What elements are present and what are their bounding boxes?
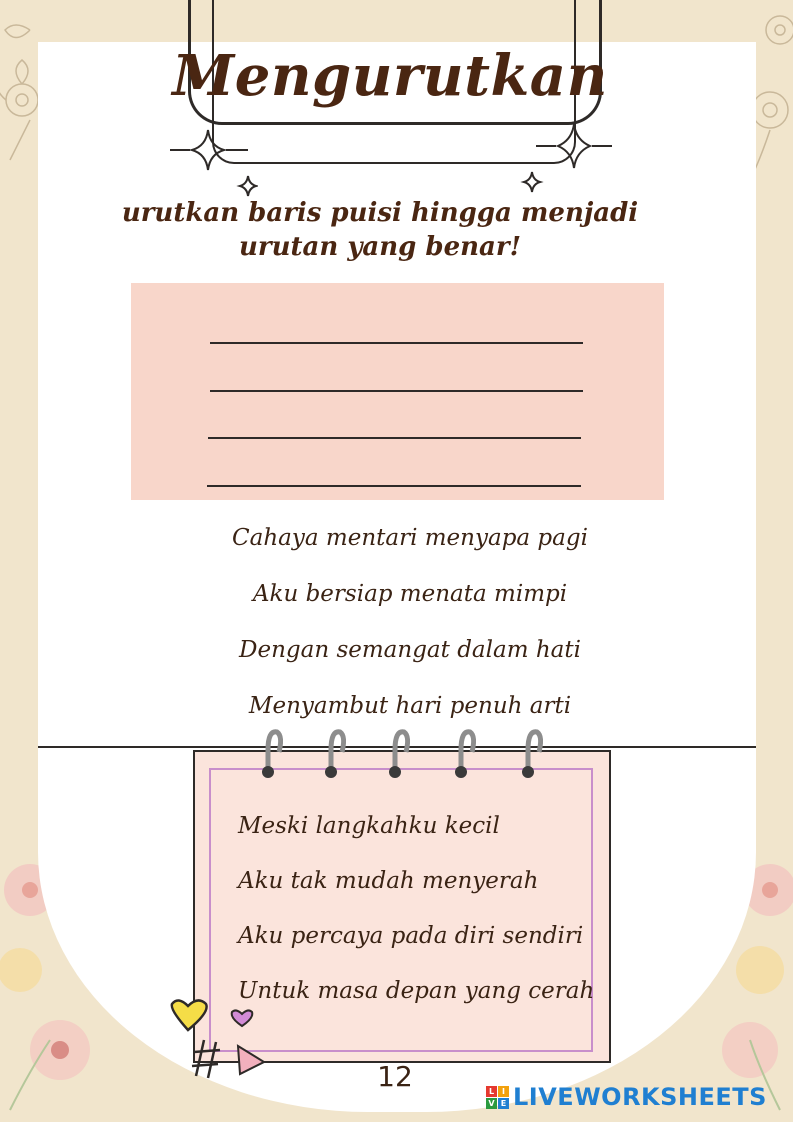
spiral-ring-icon bbox=[446, 724, 476, 780]
spiral-ring-icon bbox=[380, 724, 410, 780]
answer-slot-2[interactable] bbox=[210, 390, 583, 392]
heart-doodle-icon bbox=[160, 996, 270, 1086]
poem-option[interactable]: Meski langkahku kecil bbox=[238, 813, 500, 839]
spiral-ring-icon bbox=[513, 724, 543, 780]
answer-slot-4[interactable] bbox=[207, 485, 581, 487]
instruction-line-2: urutan yang benar! bbox=[239, 232, 521, 262]
poem-option[interactable]: Aku percaya pada diri sendiri bbox=[238, 923, 584, 949]
poem-option[interactable]: Untuk masa depan yang cerah bbox=[238, 978, 595, 1004]
poem-option[interactable]: Aku bersiap menata mimpi bbox=[252, 581, 568, 607]
poem-option[interactable]: Menyambut hari penuh arti bbox=[248, 693, 572, 719]
liveworksheets-logo-text: LIVEWORKSHEETS bbox=[513, 1083, 767, 1111]
answer-slot-1[interactable] bbox=[210, 342, 583, 344]
notebook-options-list bbox=[238, 808, 598, 1028]
poem-option[interactable]: Cahaya mentari menyapa pagi bbox=[232, 525, 588, 551]
sparkle-icon-right bbox=[520, 120, 615, 200]
poem-options-list bbox=[160, 520, 660, 744]
sparkle-icon-left bbox=[168, 126, 258, 206]
page-title: Mengurutkan bbox=[172, 43, 608, 109]
liveworksheets-icon: L I V E bbox=[486, 1086, 509, 1109]
instruction-text bbox=[100, 196, 660, 264]
spiral-ring-icon bbox=[316, 724, 346, 780]
spiral-ring-icon bbox=[253, 724, 283, 780]
poem-option[interactable]: Aku tak mudah menyerah bbox=[238, 868, 539, 894]
liveworksheets-logo bbox=[486, 1082, 767, 1112]
page-number: 12 bbox=[377, 1060, 413, 1093]
instruction-line-1: urutkan baris puisi hingga menjadi bbox=[121, 198, 639, 228]
poem-option[interactable]: Dengan semangat dalam hati bbox=[239, 637, 581, 663]
answer-slot-3[interactable] bbox=[208, 437, 581, 439]
